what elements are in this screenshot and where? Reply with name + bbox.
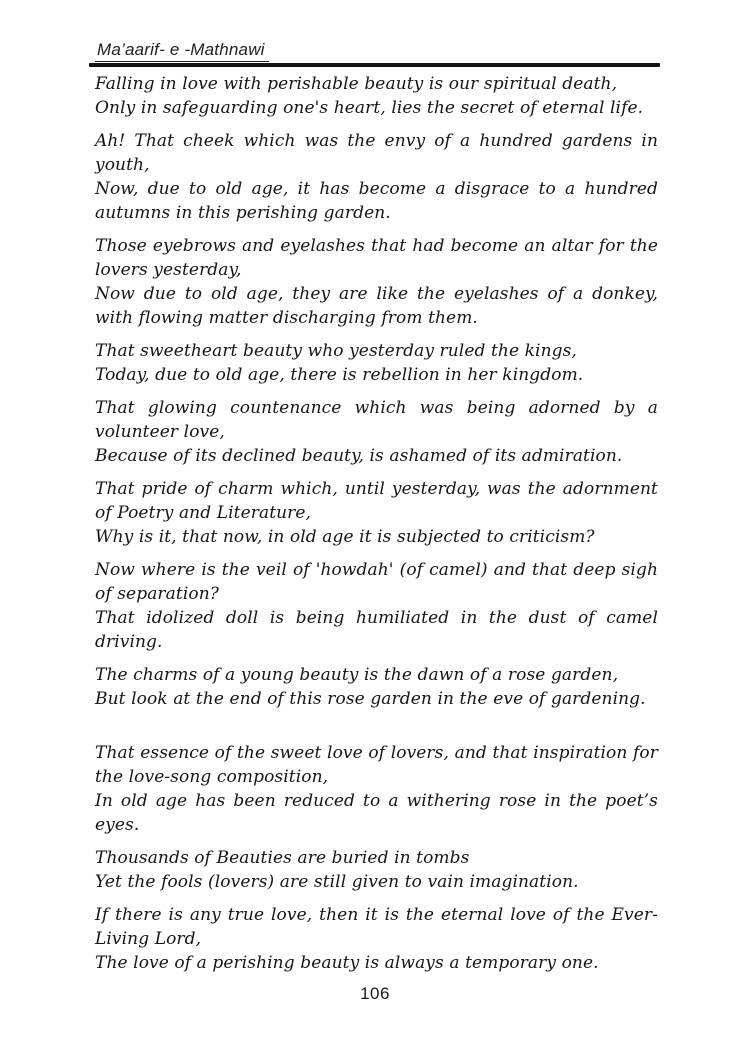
verse-line: If there is any true love, then it is the eternal love of the Ever-Living Lord, <box>95 905 658 949</box>
verse-line: Today, due to old age, there is rebellion in her kingdom. <box>95 365 584 385</box>
verse-line: The charms of a young beauty is the dawn of a rose garden, <box>95 665 619 685</box>
verse-line: Yet the fools (lovers) are still given to vain imagination. <box>95 872 579 892</box>
verse-line: Now where is the veil of 'howdah' (of camel) and that deep sigh of separation? <box>95 560 658 604</box>
verse-line: Only in safeguarding one's heart, lies the secret of eternal life. <box>95 98 644 118</box>
verse-line: But look at the end of this rose garden in the eve of gardening. <box>95 689 646 709</box>
poem-body <box>95 72 658 975</box>
verse-line: That idolized doll is being humiliated in the dust of camel driving. <box>95 608 658 652</box>
header-rule <box>89 63 660 67</box>
verse-line: Falling in love with perishable beauty is our spiritual death, <box>95 74 618 94</box>
page-footer <box>0 984 750 1004</box>
stanza <box>95 339 658 387</box>
verse-line: Now, due to old age, it has become a disgrace to a hundred autumns in this perishing garden. <box>95 179 658 223</box>
stanza <box>95 396 658 468</box>
stanza <box>95 663 658 711</box>
verse-line: Because of its declined beauty, is ashamed of its admiration. <box>95 446 623 466</box>
verse-line: That sweetheart beauty who yesterday ruled the kings, <box>95 341 577 361</box>
verse-line: Now due to old age, they are like the eyelashes of a donkey, with flowing matter discharging from them. <box>95 284 658 328</box>
stanza <box>95 129 658 225</box>
stanza <box>95 903 658 975</box>
verse-line: Ah! That cheek which was the envy of a hundred gardens in youth, <box>95 131 658 175</box>
stanza <box>95 72 658 120</box>
stanza <box>95 846 658 894</box>
verse-line: In old age has been reduced to a withering rose in the poet’s eyes. <box>95 791 658 835</box>
verse-line: Why is it, that now, in old age it is subjected to criticism? <box>95 527 595 547</box>
verse-line: The love of a perishing beauty is always a temporary one. <box>95 953 599 973</box>
verse-line: That essence of the sweet love of lovers, and that inspiration for the love-song composition, <box>95 743 658 787</box>
verse-line: Those eyebrows and eyelashes that had become an altar for the lovers yesterday, <box>95 236 658 280</box>
stanza <box>95 234 658 330</box>
verse-line: That glowing countenance which was being adorned by a volunteer love, <box>95 398 658 442</box>
page-header <box>95 40 660 67</box>
verse-line: That pride of charm which, until yesterday, was the adornment of Poetry and Literature, <box>95 479 658 523</box>
stanza <box>95 558 658 654</box>
stanza <box>95 741 658 837</box>
page-number: 106 <box>360 984 390 1003</box>
stanza-list <box>95 72 658 975</box>
stanza <box>95 477 658 549</box>
verse-line: Thousands of Beauties are buried in tombs <box>95 848 470 868</box>
running-header-title: Ma’aarif- e -Mathnawi <box>95 40 269 62</box>
